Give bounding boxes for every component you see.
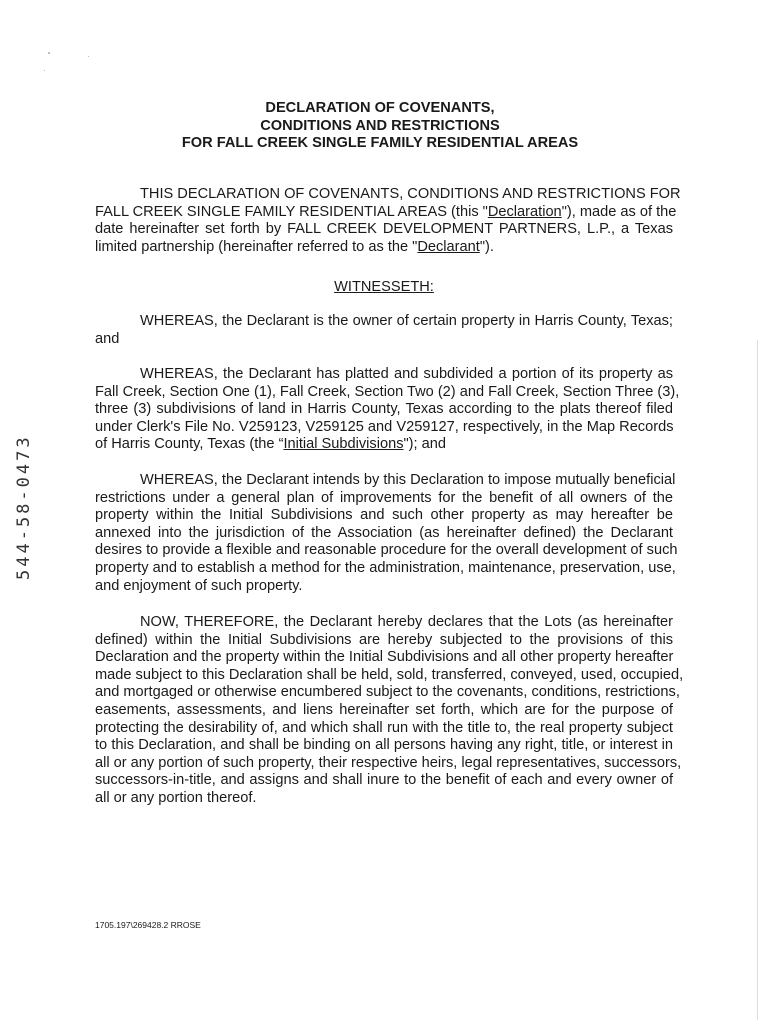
text-line: restrictions under a general plan of improvements for the benefit of all owners of the [95, 489, 673, 506]
intro-paragraph [95, 186, 681, 256]
text-span: "). [479, 238, 494, 255]
text-span: limited partnership (hereinafter referred to as the " [95, 238, 418, 255]
text-line: made subject to this Declaration shall be held, sold, transferred, conveyed, used, occupied, [95, 666, 684, 683]
title-line-2: CONDITIONS AND RESTRICTIONS [260, 117, 500, 134]
initial-subdivisions-term: Initial Subdivisions [283, 436, 404, 453]
text-line: and [95, 330, 120, 347]
text-line: all or any portion thereof. [95, 789, 257, 806]
document-title [95, 100, 665, 153]
text-line: successors-in-title, and assigns and shall inure to the benefit of each and every owner of [95, 772, 673, 789]
whereas-paragraph-3 [95, 472, 678, 595]
text-span: "); and [403, 436, 446, 453]
whereas-paragraph-1 [95, 313, 673, 348]
text-line: property and to establish a method for the administration, maintenance, preservation, use, [95, 559, 676, 576]
text-line: three (3) subdivisions of land in Harris County, Texas according to the plats thereof filed [95, 401, 673, 418]
text-line: defined) within the Initial Subdivisions are hereby subjected to the provisions of this [95, 631, 673, 648]
scan-speck [48, 52, 50, 54]
text-line: Declaration and the property within the Initial Subdivisions and all other property hereafter [95, 649, 674, 666]
text-line: THIS DECLARATION OF COVENANTS, CONDITIONS AND RESTRICTIONS FOR [140, 186, 681, 202]
text-line [95, 436, 673, 454]
text-line: to this Declaration, and shall be binding on all persons having any right, title, or interest in [95, 737, 673, 754]
recording-number-stamp [14, 380, 34, 580]
text-line: all or any portion of such property, their respective heirs, legal representatives, successors, [95, 754, 682, 771]
recording-number-text: 544-58-0473 [14, 434, 34, 580]
title-line-3: FOR FALL CREEK SINGLE FAMILY RESIDENTIAL AREAS [181, 135, 579, 151]
text-line: and mortgaged or otherwise encumbered subject to the covenants, conditions, restrictions, [95, 684, 680, 701]
text-line: desires to provide a flexible and reasonable procedure for the overall development of such [95, 542, 678, 559]
text-line [95, 239, 673, 257]
text-line: annexed into the jurisdiction of the Association (as hereinafter defined) the Declarant [95, 524, 673, 541]
text-line: date hereinafter set forth by FALL CREEK DEVELOPMENT PARTNERS, L.P., a Texas [95, 221, 673, 238]
scan-edge-line [757, 340, 758, 1020]
text-line: protecting the desirability of, and which shall run with the title to, the real property subject [95, 719, 673, 736]
text-line: and enjoyment of such property. [95, 577, 303, 594]
text-line: easements, assessments, and liens hereinafter set forth, which are for the purpose of [95, 701, 673, 718]
text-line: NOW, THEREFORE, the Declarant hereby declares that the Lots (as hereinafter [140, 614, 673, 630]
document-footer-id: 1705.197\269428.2 RROSE [95, 920, 201, 930]
text-line: WHEREAS, the Declarant has platted and subdivided a portion of its property as [140, 366, 673, 382]
scan-speck [88, 56, 89, 57]
text-line [95, 203, 677, 222]
text-line: Fall Creek, Section One (1), Fall Creek, Section Two (2) and Fall Creek, Section Three (3), [95, 383, 680, 400]
title-line-1: DECLARATION OF COVENANTS, [265, 100, 495, 116]
text-span: FALL CREEK SINGLE FAMILY RESIDENTIAL AREAS (this " [95, 203, 488, 220]
text-line: WHEREAS, the Declarant intends by this Declaration to impose mutually beneficial [140, 472, 676, 488]
text-line: WHEREAS, the Declarant is the owner of certain property in Harris County, Texas; [140, 313, 673, 329]
text-span: "), made as of the [561, 203, 677, 220]
whereas-paragraph-2 [95, 366, 680, 454]
witnesseth-heading: WITNESSETH: [334, 279, 434, 295]
now-therefore-paragraph [95, 614, 684, 808]
text-line: under Clerk's File No. V259123, V259125 and V259127, respectively, in the Map Records [95, 418, 674, 435]
text-span: of Harris County, Texas (the “ [95, 436, 284, 453]
scan-speck [44, 70, 45, 71]
declaration-term: Declaration [487, 203, 562, 220]
declarant-term: Declarant [417, 238, 480, 255]
text-line: property within the Initial Subdivisions and such other property as may hereafter be [95, 507, 673, 524]
